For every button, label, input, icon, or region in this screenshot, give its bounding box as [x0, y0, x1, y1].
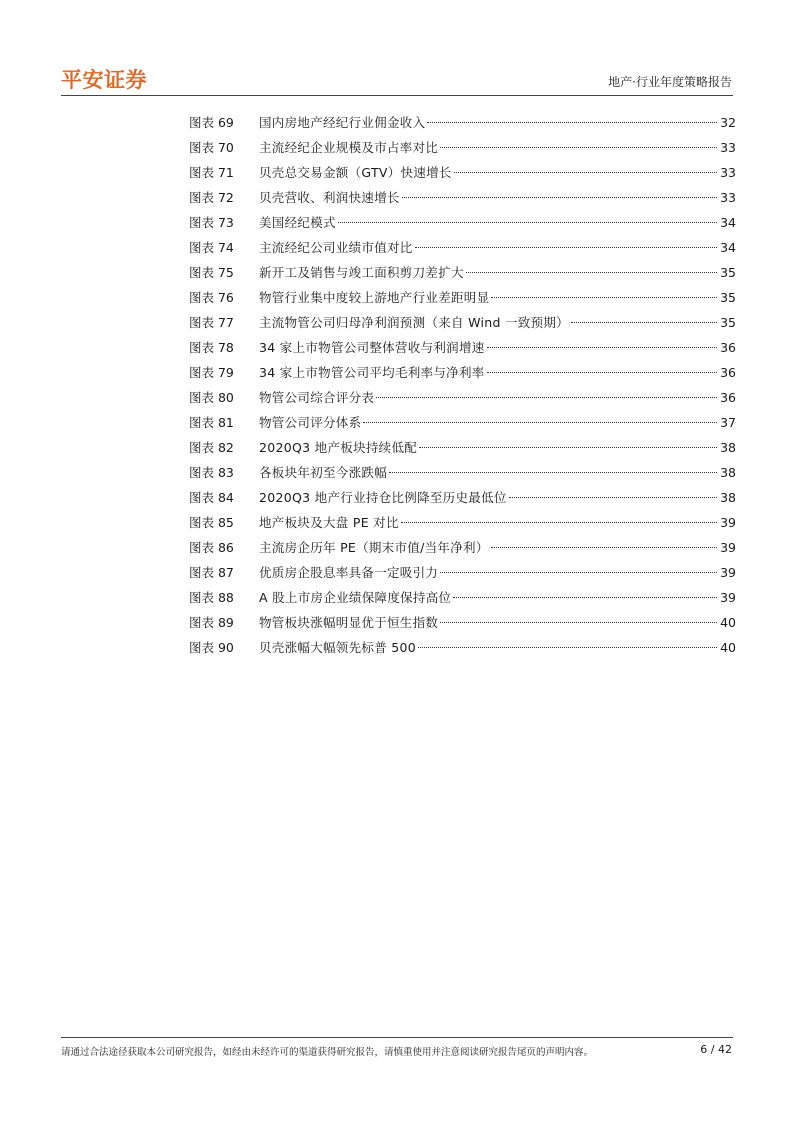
toc-entry-title[interactable]: 34 家上市物管公司整体营收与利润增速	[259, 340, 485, 355]
toc-dot-leader	[418, 647, 717, 648]
toc-dot-leader	[363, 422, 717, 423]
toc-entry-title[interactable]: 主流房企历年 PE（期末市值/当年净利）	[259, 540, 489, 555]
toc-entry[interactable]	[189, 613, 736, 638]
toc-entry-title[interactable]: 地产板块及大盘 PE 对比	[259, 515, 399, 530]
toc-dot-leader	[466, 272, 717, 273]
toc-entry-page[interactable]: 33	[720, 140, 736, 155]
toc-entry-number: 图表 90	[189, 640, 234, 655]
toc-entry-page[interactable]: 34	[720, 240, 736, 255]
toc-entry-title[interactable]: 国内房地产经纪行业佣金收入	[259, 115, 426, 130]
toc-entry-number: 图表 69	[189, 115, 234, 130]
toc-entry-number: 图表 72	[189, 190, 234, 205]
toc-entry-title[interactable]: 2020Q3 地产行业持仓比例降至历史最低位	[259, 490, 507, 505]
toc-entry-page[interactable]: 35	[720, 315, 736, 330]
toc-entry-title[interactable]: 贝壳营收、利润快速增长	[259, 190, 400, 205]
report-type: 地产·行业年度策略报告	[608, 75, 732, 89]
toc-entry-number: 图表 73	[189, 215, 234, 230]
toc-dot-leader	[338, 222, 717, 223]
toc-entry-page[interactable]: 35	[720, 265, 736, 280]
toc-entry[interactable]	[189, 463, 736, 488]
toc-entry[interactable]	[189, 413, 736, 438]
toc-entry-page[interactable]: 38	[720, 490, 736, 505]
toc-entry[interactable]	[189, 263, 736, 288]
toc-dot-leader	[389, 472, 717, 473]
toc-entry-page[interactable]: 40	[720, 640, 736, 655]
toc-entry[interactable]	[189, 213, 736, 238]
toc-entry-number: 图表 85	[189, 515, 234, 530]
toc-dot-leader	[440, 572, 717, 573]
toc-entry-title[interactable]: 物管板块涨幅明显优于恒生指数	[259, 615, 439, 630]
header-divider	[61, 95, 733, 96]
toc-entry[interactable]	[189, 138, 736, 163]
footer-divider	[61, 1037, 733, 1038]
toc-entry-number: 图表 81	[189, 415, 234, 430]
toc-entry-page[interactable]: 36	[720, 390, 736, 405]
toc-entry-page[interactable]: 36	[720, 340, 736, 355]
toc-entry-number: 图表 86	[189, 540, 234, 555]
toc-dot-leader	[415, 247, 717, 248]
toc-dot-leader	[453, 597, 717, 598]
toc-entry-title[interactable]: 贝壳涨幅大幅领先标普 500	[259, 640, 417, 655]
toc-entry[interactable]	[189, 163, 736, 188]
toc-dot-leader	[487, 347, 717, 348]
toc-entry-page[interactable]: 38	[720, 465, 736, 480]
table-of-figures	[189, 113, 736, 663]
toc-dot-leader	[571, 322, 717, 323]
toc-dot-leader	[440, 147, 717, 148]
toc-dot-leader	[454, 172, 717, 173]
toc-entry-number: 图表 89	[189, 615, 234, 630]
toc-entry[interactable]	[189, 538, 736, 563]
toc-entry-number: 图表 84	[189, 490, 234, 505]
toc-entry-title[interactable]: 主流经纪公司业绩市值对比	[259, 240, 413, 255]
toc-dot-leader	[401, 522, 717, 523]
toc-entry[interactable]	[189, 588, 736, 613]
toc-entry-page[interactable]: 34	[720, 215, 736, 230]
toc-entry-number: 图表 87	[189, 565, 234, 580]
toc-entry-page[interactable]: 38	[720, 440, 736, 455]
toc-entry-number: 图表 78	[189, 340, 234, 355]
toc-entry-number: 图表 74	[189, 240, 234, 255]
toc-dot-leader	[402, 197, 717, 198]
toc-entry[interactable]	[189, 563, 736, 588]
toc-entry[interactable]	[189, 438, 736, 463]
toc-entry-number: 图表 82	[189, 440, 234, 455]
toc-dot-leader	[487, 372, 717, 373]
toc-entry-number: 图表 76	[189, 290, 234, 305]
toc-entry[interactable]	[189, 338, 736, 363]
toc-entry-title[interactable]: 物管行业集中度较上游地产行业差距明显	[259, 290, 490, 305]
toc-dot-leader	[376, 397, 717, 398]
toc-entry-number: 图表 70	[189, 140, 234, 155]
toc-entry[interactable]	[189, 638, 736, 663]
toc-entry[interactable]	[189, 488, 736, 513]
toc-dot-leader	[427, 122, 717, 123]
toc-entry-number: 图表 77	[189, 315, 234, 330]
toc-dot-leader	[440, 622, 717, 623]
toc-entry-number: 图表 79	[189, 365, 234, 380]
toc-dot-leader	[491, 547, 717, 548]
toc-entry-title[interactable]: 物管公司评分体系	[259, 415, 362, 430]
toc-entry[interactable]	[189, 513, 736, 538]
toc-dot-leader	[419, 447, 717, 448]
page-number: 6 / 42	[700, 1043, 732, 1056]
toc-entry[interactable]	[189, 363, 736, 388]
footer-disclaimer: 请通过合法途径获取本公司研究报告，如经由未经许可的渠道获得研究报告，请慎重使用并注意阅读研究报告尾页的声明内容。	[61, 1047, 594, 1058]
toc-entry[interactable]	[189, 188, 736, 213]
toc-dot-leader	[509, 497, 717, 498]
toc-entry-page[interactable]: 39	[720, 590, 736, 605]
toc-entry-number: 图表 71	[189, 165, 234, 180]
toc-entry[interactable]	[189, 288, 736, 313]
toc-entry-page[interactable]: 39	[720, 515, 736, 530]
toc-entry-page[interactable]: 40	[720, 615, 736, 630]
toc-entry-page[interactable]: 39	[720, 540, 736, 555]
toc-entry-title[interactable]: 2020Q3 地产板块持续低配	[259, 440, 418, 455]
toc-entry-title[interactable]: 各板块年初至今涨跌幅	[259, 465, 388, 480]
toc-entry-title[interactable]: 34 家上市物管公司平均毛利率与净利率	[259, 365, 485, 380]
toc-entry-page[interactable]: 36	[720, 365, 736, 380]
toc-entry-title[interactable]: 新开工及销售与竣工面积剪刀差扩大	[259, 265, 464, 280]
toc-entry[interactable]	[189, 113, 736, 138]
toc-entry-title[interactable]: 主流物管公司归母净利润预测（来自 Wind 一致预期）	[259, 315, 569, 330]
toc-entry-page[interactable]: 39	[720, 565, 736, 580]
toc-entry-number: 图表 80	[189, 390, 234, 405]
toc-entry-number: 图表 83	[189, 465, 234, 480]
toc-entry-title[interactable]: 物管公司综合评分表	[259, 390, 375, 405]
toc-entry-page[interactable]: 33	[720, 190, 736, 205]
toc-entry[interactable]	[189, 388, 736, 413]
toc-entry-title[interactable]: A 股上市房企业绩保障度保持高位	[259, 590, 452, 605]
toc-dot-leader	[491, 297, 717, 298]
toc-entry-page[interactable]: 35	[720, 290, 736, 305]
toc-entry[interactable]	[189, 238, 736, 263]
toc-entry-page[interactable]: 33	[720, 165, 736, 180]
brand-logo: 平安证券	[61, 68, 147, 92]
toc-entry-number: 图表 88	[189, 590, 234, 605]
toc-entry-number: 图表 75	[189, 265, 234, 280]
toc-entry-page[interactable]: 32	[720, 115, 736, 130]
toc-entry[interactable]	[189, 313, 736, 338]
toc-entry-title[interactable]: 贝壳总交易金额（GTV）快速增长	[259, 165, 452, 180]
toc-entry-title[interactable]: 主流经纪企业规模及市占率对比	[259, 140, 439, 155]
toc-entry-title[interactable]: 美国经纪模式	[259, 215, 336, 230]
toc-entry-page[interactable]: 37	[720, 415, 736, 430]
toc-entry-title[interactable]: 优质房企股息率具备一定吸引力	[259, 565, 439, 580]
